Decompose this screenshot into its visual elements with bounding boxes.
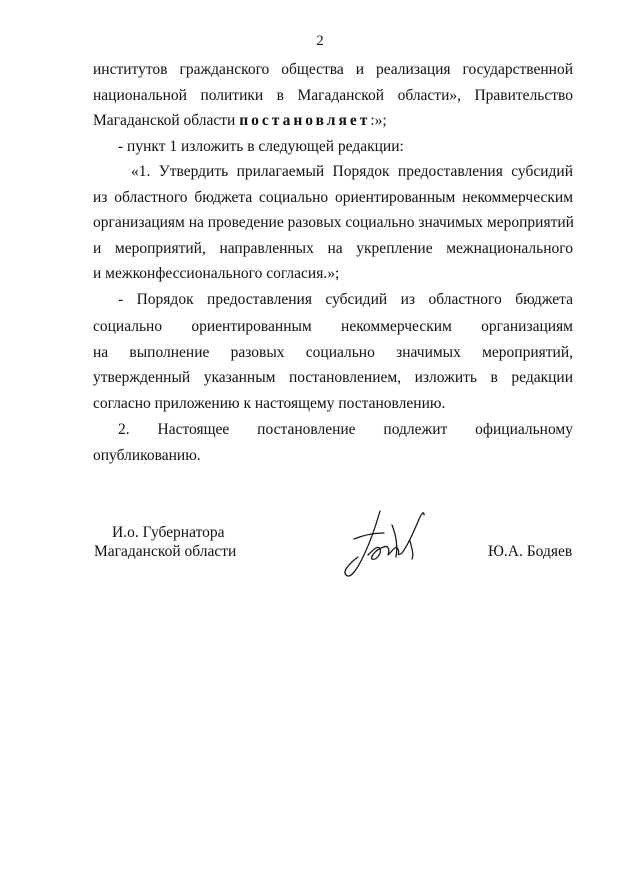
text-line: «1. Утвердить прилагаемый Порядок предоставления субсидий: [131, 163, 573, 180]
text-line: и межконфессионального согласия.»;: [93, 265, 340, 282]
text-line: 2. Настоящее постановление подлежит официальному: [118, 421, 573, 438]
page-number: 2: [316, 33, 324, 49]
text-line: на выполнение разовых социально значимых мероприятий,: [93, 344, 573, 361]
text-fragment: :»;: [370, 112, 387, 129]
text-line: социально ориентированным некоммерческим организациям: [93, 318, 573, 335]
text-line: утвержденный указанным постановлением, изложить в редакции: [93, 369, 573, 386]
text-line: согласно приложению к настоящему постановлению.: [93, 395, 446, 412]
text-line: - пункт 1 изложить в следующей редакции:: [118, 138, 404, 155]
text-line: национальной политики в Магаданской области», Правительство: [93, 87, 573, 104]
text-line: [93, 112, 573, 130]
emphasized-word: постановляет: [239, 112, 371, 129]
text-line: из областного бюджета социально ориентированным некоммерческим: [93, 189, 573, 206]
handwritten-signature: [340, 505, 432, 583]
signer-region: Магаданской области: [94, 543, 237, 560]
signer-position: И.о. Губернатора: [112, 524, 225, 541]
signer-name: Ю.А. Бодяев: [488, 543, 573, 560]
text-fragment: Магаданской области: [93, 112, 240, 129]
text-line: - Порядок предоставления субсидий из областного бюджета: [118, 291, 573, 308]
text-line: институтов гражданского общества и реализация государственной: [93, 61, 573, 78]
text-line: опубликованию.: [93, 447, 201, 464]
text-line: организациям на проведение разовых социально значимых мероприятий: [93, 214, 574, 231]
text-line: и мероприятий, направленных на укрепление межнационального: [93, 240, 573, 257]
